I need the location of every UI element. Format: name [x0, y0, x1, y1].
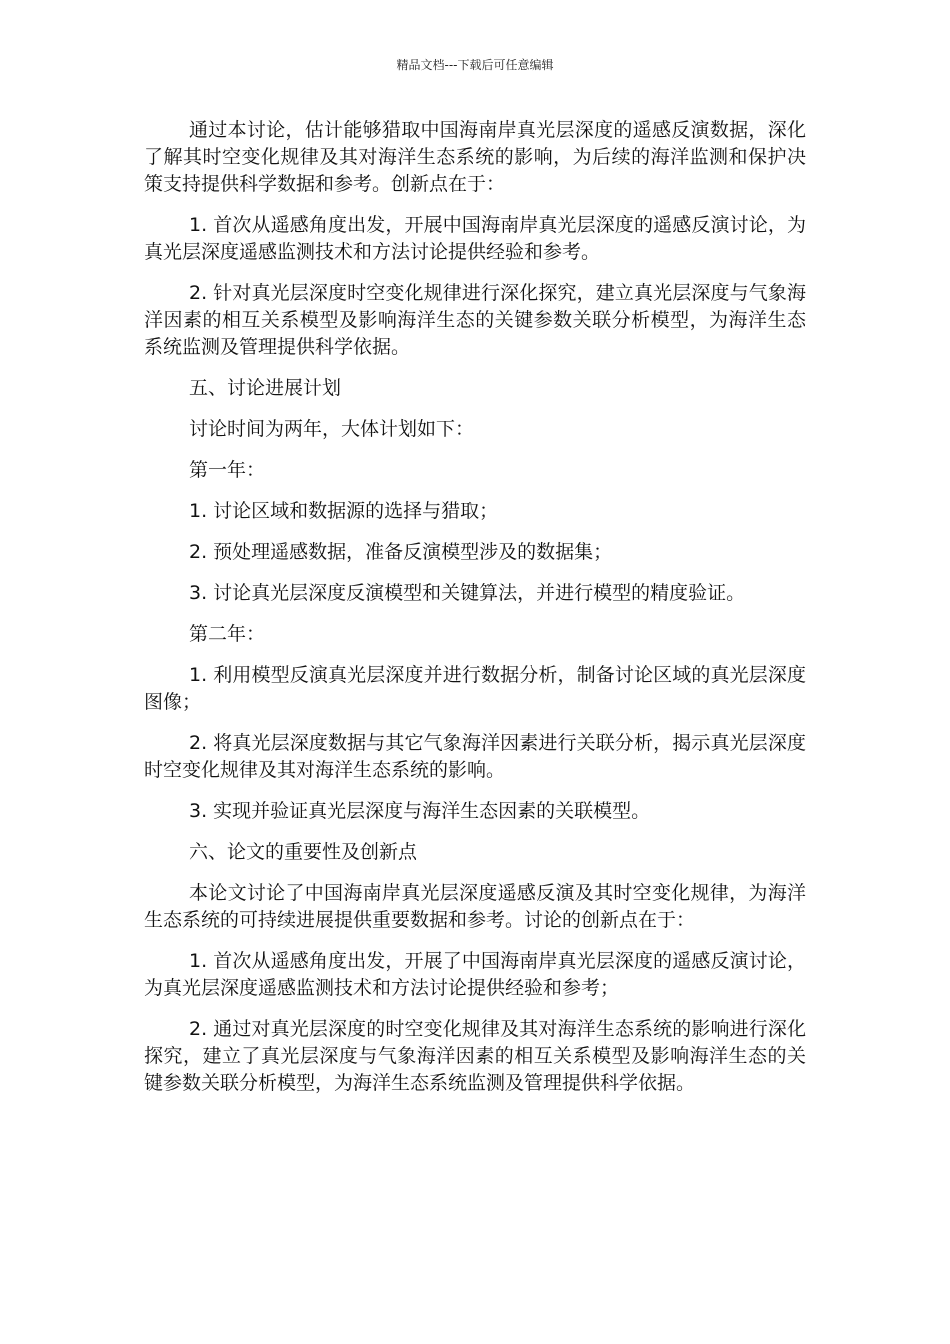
paragraph-innovation-2: 2. 针对真光层深度时空变化规律进行深化探究，建立真光层深度与气象海洋因素的相互关系模型及影响海洋生态的关键参数关联分析模型，为海洋生态系统监测及管理提供科学依据。 — [144, 282, 806, 358]
list-item-year2-2: 2. 将真光层深度数据与其它气象海洋因素进行关联分析，揭示真光层深度时空变化规律及其对海洋生态系统的影响。 — [144, 732, 806, 781]
paragraph-year-one: 第一年： — [189, 459, 266, 481]
list-item-year2-3: 3. 实现并验证真光层深度与海洋生态因素的关联模型。 — [189, 800, 651, 822]
page-header-watermark: 精品文档---下载后可任意编辑 — [396, 58, 554, 72]
document-body — [144, 117, 806, 1111]
paragraph-importance-1: 1. 首次从遥感角度出发，开展了中国海南岸真光层深度的遥感反演讨论，为真光层深度遥感监测技术和方法讨论提供经验和参考； — [144, 950, 806, 999]
paragraph-importance-2: 2. 通过对真光层深度的时空变化规律及其对海洋生态系统的影响进行深化探究，建立了真光层深度与气象海洋因素的相互关系模型及影响海洋生态的关键参数关联分析模型，为海洋生态系统监测及管理提供科学依据。 — [144, 1018, 806, 1094]
paragraph-intro: 通过本讨论，估计能够猎取中国海南岸真光层深度的遥感反演数据，深化了解其时空变化规律及其对海洋生态系统的影响，为后续的海洋监测和保护决策支持提供科学数据和参考。创新点在于： — [144, 119, 806, 195]
list-item-year1-1: 1. 讨论区域和数据源的选择与猎取； — [189, 500, 499, 522]
section-heading-plan: 五、讨论进展计划 — [189, 377, 342, 399]
paragraph-year-two: 第二年： — [189, 623, 266, 645]
paragraph-innovation-1: 1. 首次从遥感角度出发，开展中国海南岸真光层深度的遥感反演讨论，为真光层深度遥感监测技术和方法讨论提供经验和参考。 — [144, 214, 806, 263]
section-heading-importance: 六、论文的重要性及创新点 — [189, 841, 418, 863]
paragraph-importance-intro: 本论文讨论了中国海南岸真光层深度遥感反演及其时空变化规律，为海洋生态系统的可持续进展提供重要数据和参考。讨论的创新点在于： — [144, 882, 806, 931]
paragraph-plan-intro: 讨论时间为两年，大体计划如下： — [189, 418, 475, 440]
list-item-year1-2: 2. 预处理遥感数据，准备反演模型涉及的数据集； — [189, 541, 613, 563]
list-item-year2-1: 1. 利用模型反演真光层深度并进行数据分析，制备讨论区域的真光层深度图像； — [144, 664, 806, 713]
list-item-year1-3: 3. 讨论真光层深度反演模型和关键算法，并进行模型的精度验证。 — [189, 582, 746, 604]
